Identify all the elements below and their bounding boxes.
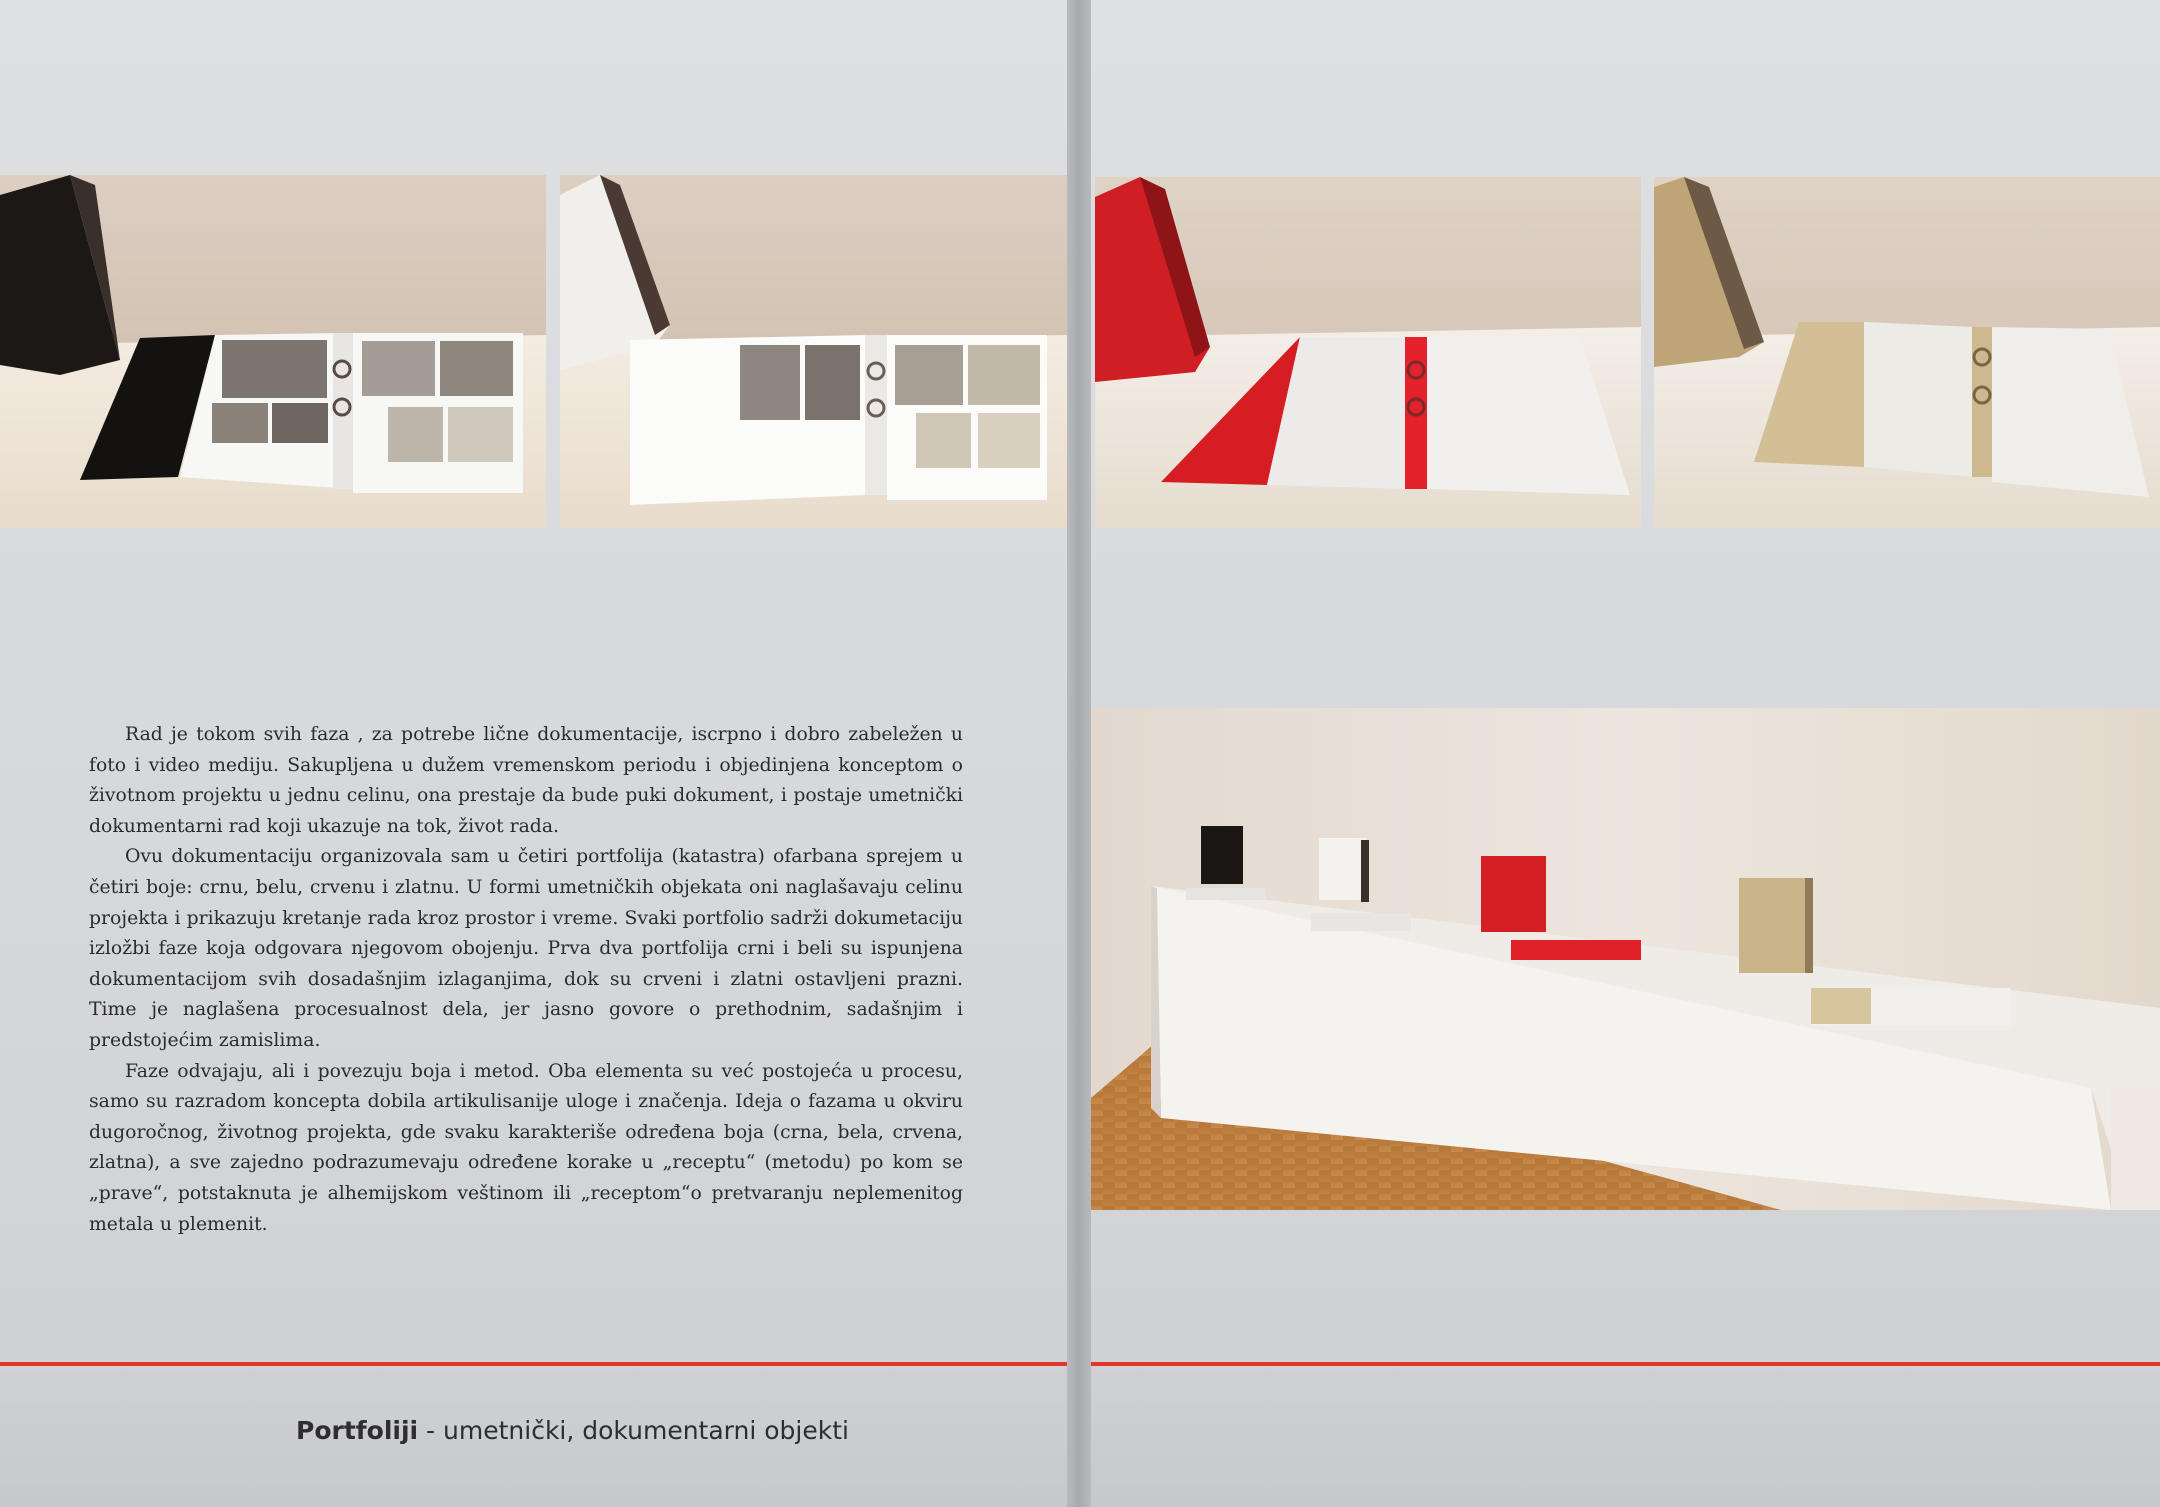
footer-title-rest: - umetnički, dokumentarni objekti (418, 1416, 849, 1445)
exhibition-installation-photo (1091, 708, 2160, 1210)
footer-band (1091, 1366, 2160, 1507)
paragraph: Rad je tokom svih faza , za potrebe lične dokumentacije, iscrpno i dobro zabeležen u foto i video mediju. Sakupljena u dužem vremenskom periodu i objedinjena konceptom o životnom projektu u jednu celinu, ona prestaje da bude puki dokument, i postaje umetnički dokumentarni rad koji ukazuje na tok, život rada. (89, 724, 963, 837)
right-page (1091, 0, 2160, 1507)
paragraph: Ovu dokumentaciju organizovala sam u četiri portfolija (katastra) ofarbana sprejem u četiri boje: crnu, belu, crvenu i zlatnu. U formi umetničkih objekata oni naglašavaju celinu projekta i prikazuju kretanje rada kroz prostor i vreme. Svaki portfolio sadrži dokumetaciju izložbi faze koja odgovara njegovom obojenju. Prva dva portfolija crni i beli su ispunjena dokumentacijom svih dosadašnjim izlaganjima, dok su crveni i zlatni ostavljeni prazni. Time je naglašena procesualnost dela, jer jasno govore o prethodnim, sadašnjim i predstojećim zamislima. (89, 846, 963, 1051)
footer-title-bold: Portfoliji (296, 1416, 419, 1445)
body-text (89, 720, 963, 1240)
left-page (0, 0, 1067, 1507)
white-portfolio-photo (560, 175, 1067, 528)
footer-title (296, 1416, 849, 1445)
gold-portfolio-photo (1654, 177, 2160, 528)
black-portfolio-photo (0, 175, 546, 528)
book-gutter (1067, 0, 1091, 1507)
red-portfolio-photo (1095, 177, 1641, 528)
paragraph: Faze odvajaju, ali i povezuju boja i metod. Oba elementa su već postojeća u procesu, samo su razradom koncepta dobila artikulisanije uloge i značenja. Ideja o fazama u okviru dugoročnog, životnog projekta, gde svaku karakteriše određena boja (crna, bela, crvena, zlatna), a sve zajedno podrazumevaju određene korake u „receptu“ (metodu) po kom se „prave“, potstaknuta je alhemijskom veštinom ili „receptom“o pretvaranju neplemenitog metala u plemenit. (89, 1060, 963, 1235)
